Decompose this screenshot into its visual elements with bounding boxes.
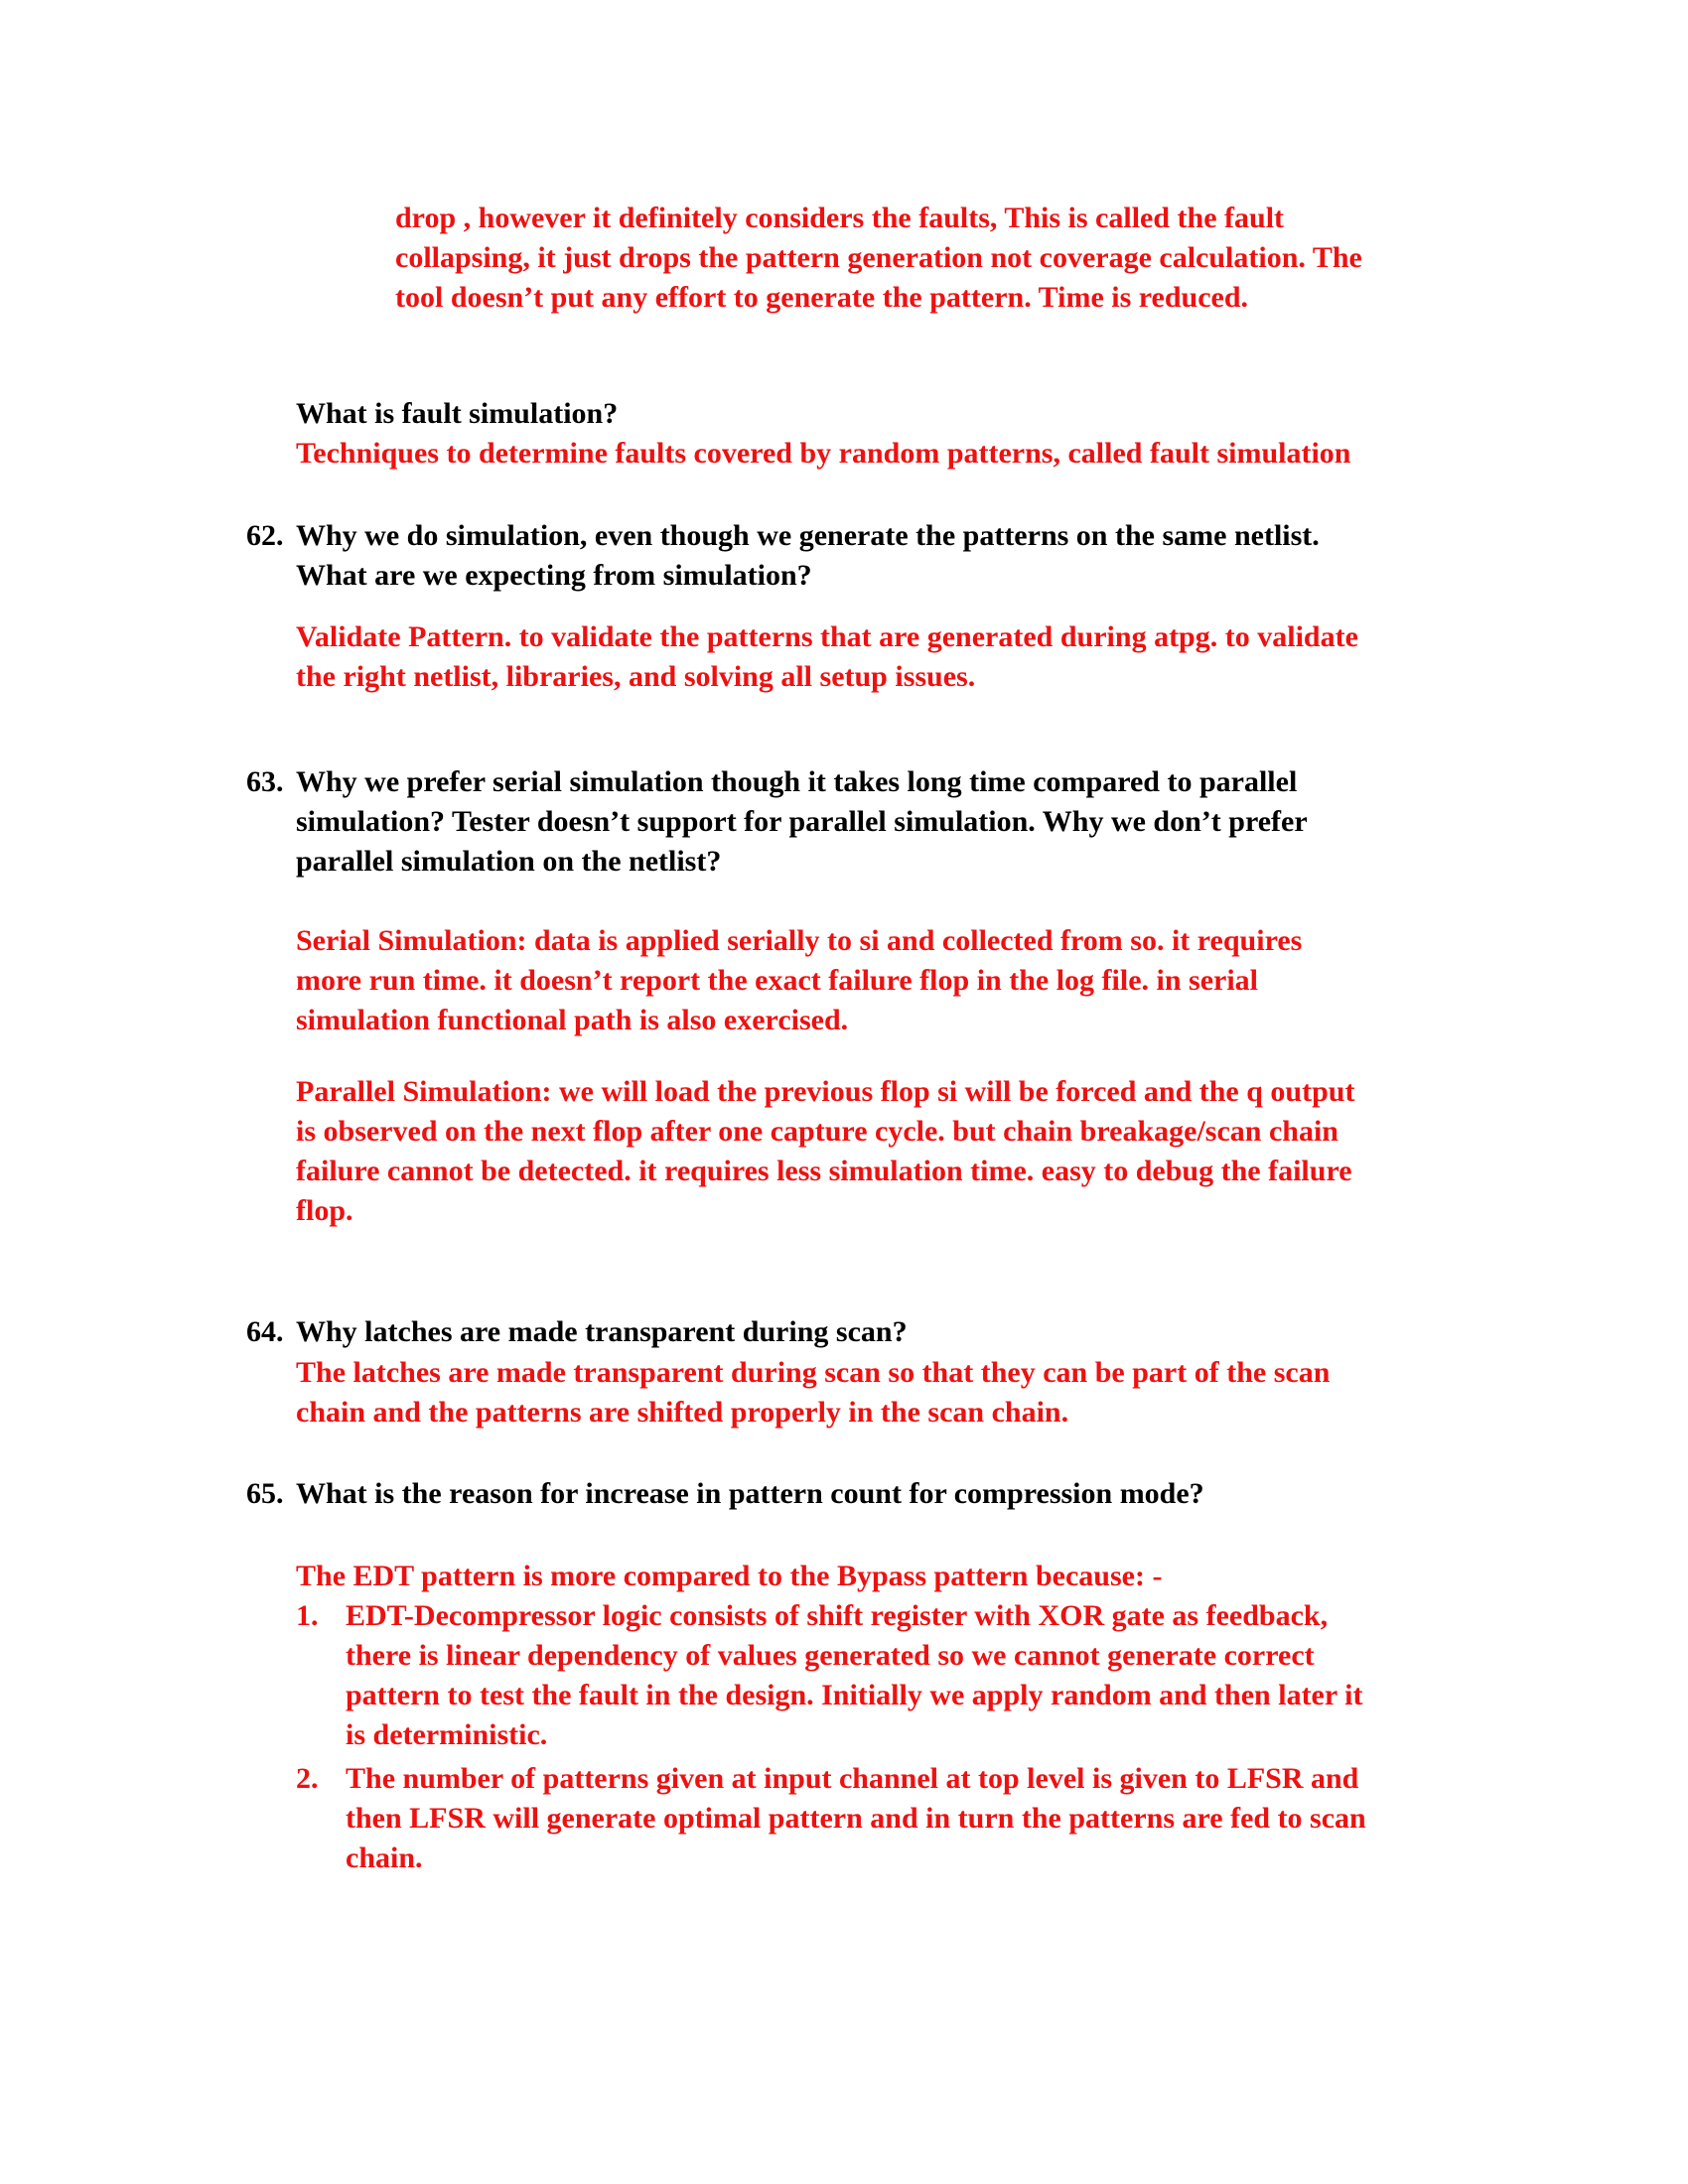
list-item-line: then LFSR will generate optimal pattern and in turn the patterns are fed to scan: [346, 1802, 1366, 1835]
question-number: 65.: [246, 1477, 284, 1510]
list-item-line: pattern to test the fault in the design. Initially we apply random and then later it: [346, 1679, 1363, 1711]
answer-line: The latches are made transparent during scan so that they can be part of the scan: [296, 1356, 1331, 1389]
answer-64: [296, 1353, 1330, 1433]
answer-fault-simulation: Techniques to determine faults covered by random patterns, called fault simulation: [296, 437, 1351, 470]
answer-line: Validate Pattern. to validate the patterns that are generated during atpg. to validate: [296, 620, 1358, 653]
question-63: [296, 762, 1308, 882]
question-64: Why latches are made transparent during scan?: [296, 1315, 908, 1348]
list-item-line: EDT-Decompressor logic consists of shift register with XOR gate as feedback,: [346, 1599, 1329, 1632]
question-65: What is the reason for increase in pattern count for compression mode?: [296, 1477, 1204, 1510]
list-item-line: there is linear dependency of values generated so we cannot generate correct: [346, 1639, 1315, 1672]
answer-line: simulation functional path is also exercised.: [296, 1004, 849, 1036]
answer-line: failure cannot be detected. it requires less simulation time. easy to debug the failure: [296, 1155, 1352, 1187]
question-line: simulation? Tester doesn’t support for parallel simulation. Why we don’t prefer: [296, 805, 1308, 838]
answer-line: Parallel Simulation: we will load the previous flop si will be forced and the q output: [296, 1075, 1355, 1108]
question-line: Why we do simulation, even though we generate the patterns on the same netlist.: [296, 519, 1320, 552]
list-item-line: is deterministic.: [346, 1718, 548, 1751]
list-item-number: 1.: [296, 1599, 319, 1632]
answer-62: [296, 617, 1358, 697]
question-62: [296, 516, 1320, 596]
answer-line: chain and the patterns are shifted properly in the scan chain.: [296, 1396, 1069, 1429]
question-number: 63.: [246, 765, 284, 798]
answer-63-serial: [296, 921, 1302, 1040]
list-item-number: 2.: [296, 1762, 319, 1795]
question-fault-simulation: What is fault simulation?: [296, 397, 619, 430]
answer-line: collapsing, it just drops the pattern generation not coverage calculation. The: [395, 241, 1362, 274]
answer-line: flop.: [296, 1194, 353, 1227]
question-number: 62.: [246, 519, 284, 552]
answer-63-parallel: [296, 1072, 1354, 1231]
answer-line: the right netlist, libraries, and solving all setup issues.: [296, 660, 976, 693]
answer-line: tool doesn’t put any effort to generate the pattern. Time is reduced.: [395, 281, 1249, 314]
question-number: 64.: [246, 1315, 284, 1348]
continuation-answer: [395, 199, 1362, 318]
question-line: What are we expecting from simulation?: [296, 559, 812, 592]
list-item: [346, 1596, 1362, 1755]
answer-line: drop , however it definitely considers the faults, This is called the fault: [395, 202, 1285, 234]
answer-65-intro: The EDT pattern is more compared to the Bypass pattern because: -: [296, 1560, 1163, 1592]
list-item-line: chain.: [346, 1842, 423, 1874]
answer-line: is observed on the next flop after one capture cycle. but chain breakage/scan chain: [296, 1115, 1338, 1148]
question-line: parallel simulation on the netlist?: [296, 845, 722, 878]
answer-line: Serial Simulation: data is applied serially to si and collected from so. it requires: [296, 924, 1303, 957]
question-line: Why we prefer serial simulation though it takes long time compared to parallel: [296, 765, 1298, 798]
list-item: [346, 1759, 1366, 1878]
list-item-line: The number of patterns given at input channel at top level is given to LFSR and: [346, 1762, 1359, 1795]
answer-line: more run time. it doesn’t report the exact failure flop in the log file. in serial: [296, 964, 1259, 997]
